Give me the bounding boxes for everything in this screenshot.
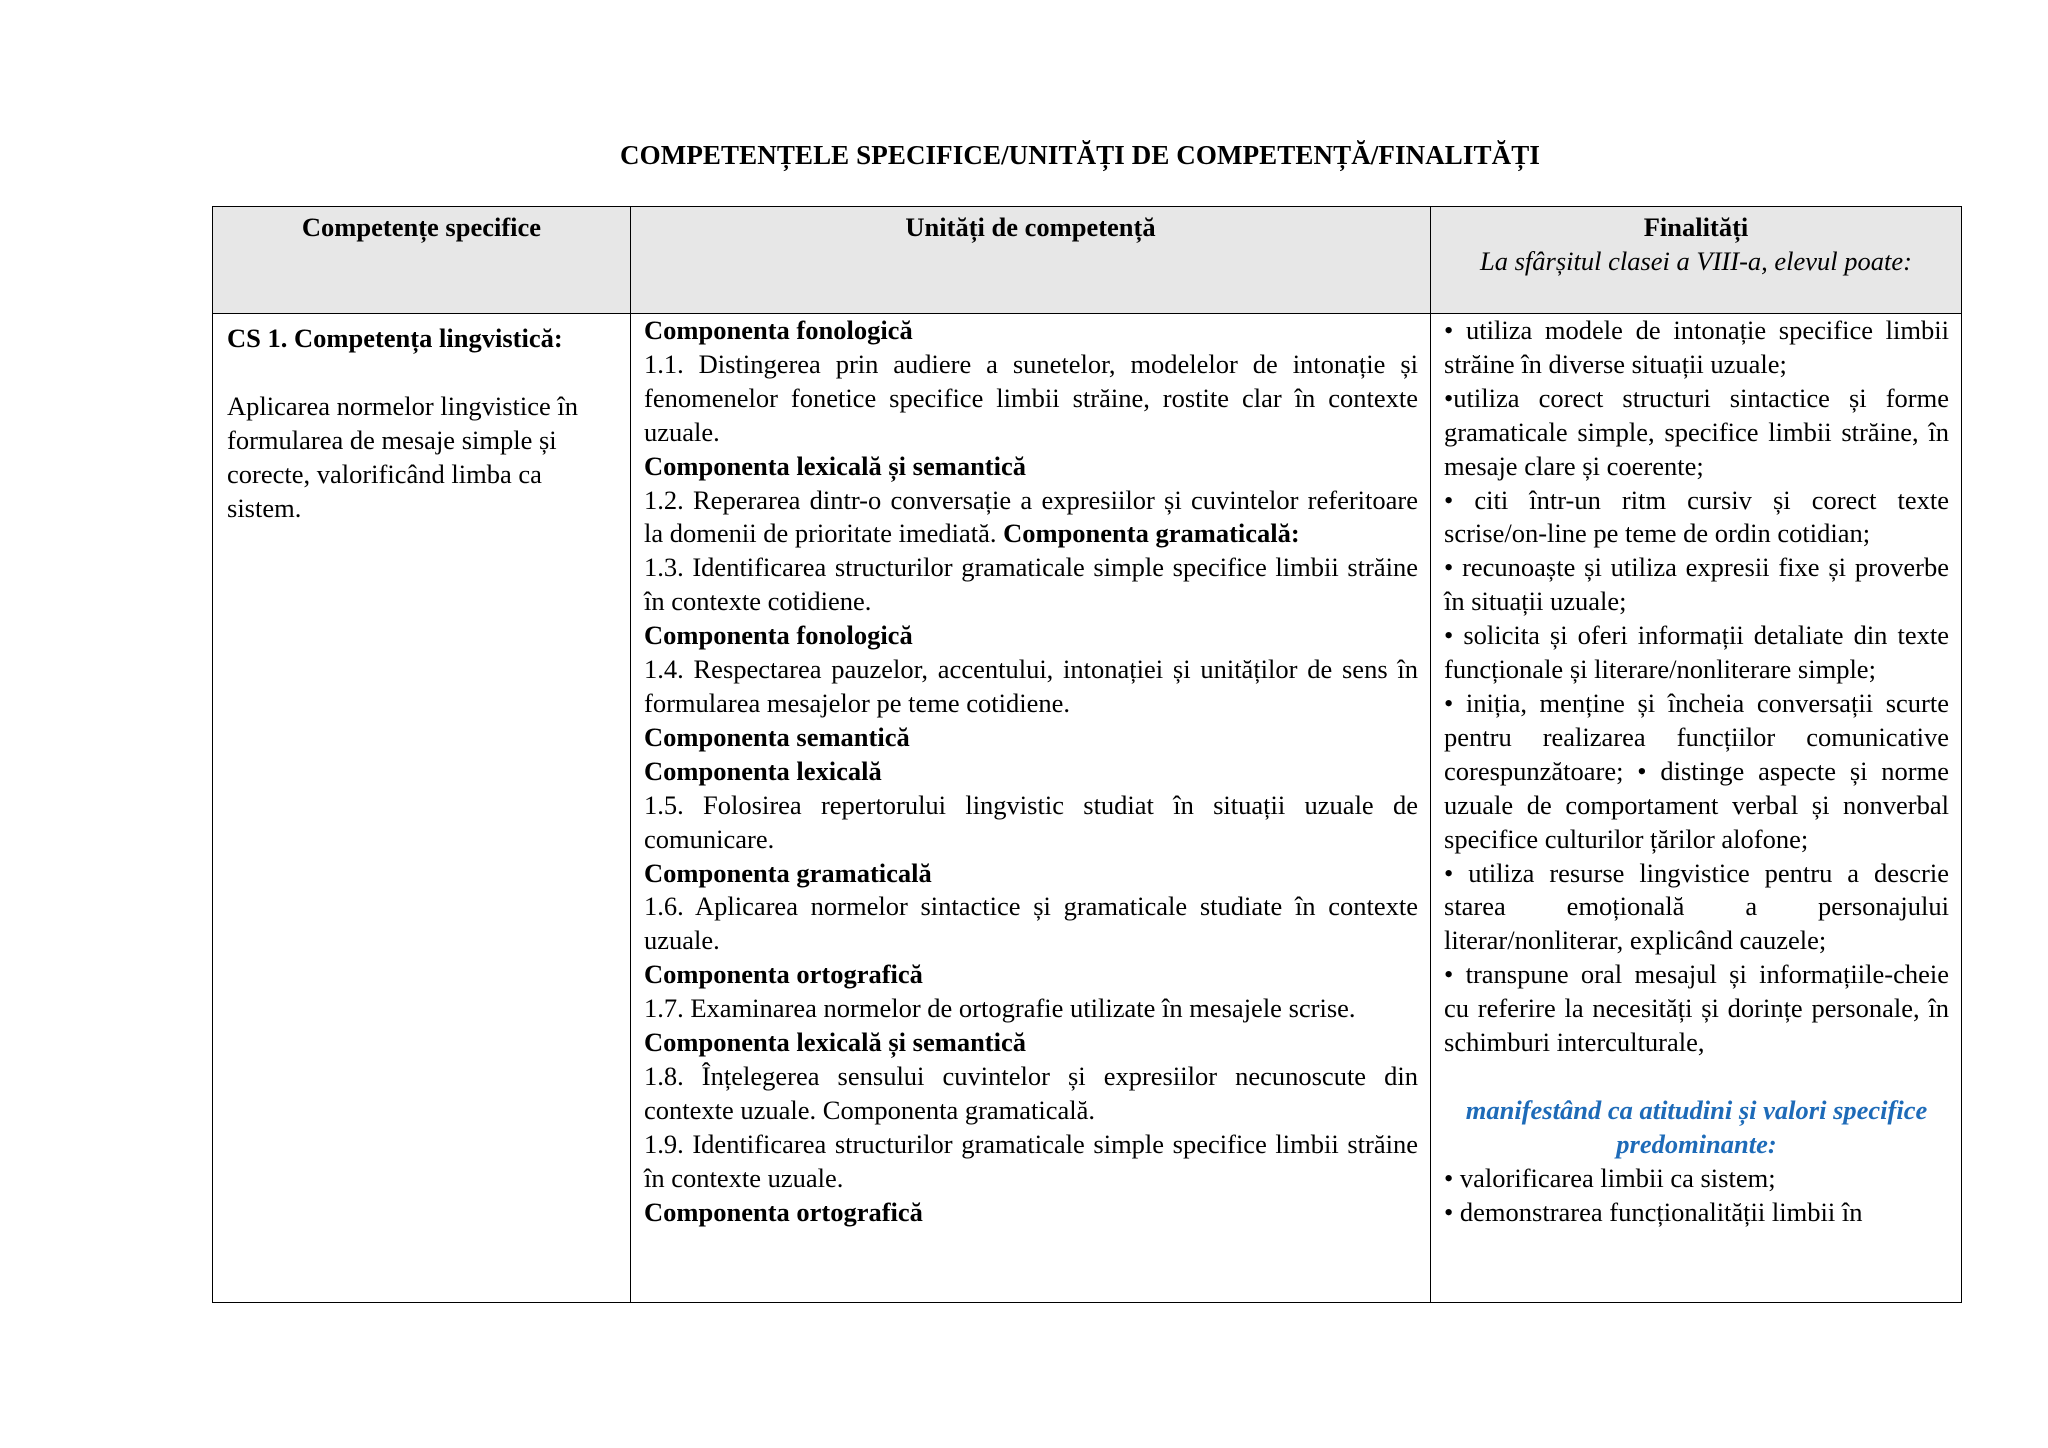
unit-text: 1.7. Examinarea normelor de ortografie utilizate în mesajele scrise.: [644, 993, 1356, 1024]
outcome-item: • citi într-un ritm cursiv și corect texte scrise/on-line pe teme de ordin cotidian;: [1444, 484, 1949, 549]
value-item: • demonstrarea funcționalității limbii în: [1444, 1196, 1863, 1227]
unit-text: 1.8. Înțelegerea sensului cuvintelor și expresiilor necunoscute din contexte uzuale. Componenta gramaticală.: [644, 1060, 1418, 1125]
table-row: [213, 314, 1962, 1303]
unit-heading: Componenta lexicală: [644, 755, 882, 786]
outcome-item: • iniția, menține și încheia conversații scurte pentru realizarea funcțiilor comunicative corespunzătoare; • distinge aspecte și norme uzuale de comportament verbal și nonverbal specifice culturilor țărilor alofone;: [1444, 687, 1949, 854]
outcome-item: • recunoaște și utiliza expresii fixe și proverbe în situații uzuale;: [1444, 552, 1949, 617]
unit-text: 1.3. Identificarea structurilor gramaticale simple specifice limbii străine în contexte cotidiene.: [644, 552, 1418, 617]
header-units-label: Unități de competență: [905, 212, 1156, 242]
outcome-item: • transpune oral mesajul și informațiile-cheie cu referire la necesități și dorințe personale, în schimburi interculturale,: [1444, 959, 1949, 1058]
unit-heading: Componenta fonologică: [644, 315, 913, 345]
unit-heading: Componenta fonologică: [644, 620, 913, 651]
unit-heading: Componenta ortografică: [644, 1196, 923, 1227]
competences-table: [212, 206, 1962, 1303]
outcome-item: • utiliza modele de intonație specifice limbii străine în diverse situații uzuale;: [1444, 315, 1949, 379]
values-heading: manifestând ca atitudini și valori specifice predominante:: [1465, 1094, 1928, 1159]
units-cell: [631, 314, 1431, 1303]
header-outcomes-subtitle: La sfârșitul clasei a VIII-a, elevul poate:: [1479, 245, 1912, 276]
outcome-item: •utiliza corect structuri sintactice și forme gramaticale simple, specifice limbii străine, în mesaje clare și coerente;: [1444, 382, 1949, 481]
competence-description: Aplicarea normelor lingvistice în formularea de mesaje simple și corecte, valorificând limba ca sistem.: [227, 390, 579, 523]
unit-text: 1.9. Identificarea structurilor gramaticale simple specifice limbii străine în contexte uzuale.: [644, 1128, 1418, 1193]
unit-text: 1.4. Respectarea pauzelor, accentului, intonației și unităților de sens în formularea mesajelor pe teme cotidiene.: [644, 654, 1418, 718]
unit-text: 1.2. Reperarea dintr-o conversație a expresiilor și cuvintelor referitoare la domenii de prioritate imediată.: [644, 484, 1418, 549]
table-header-row: [213, 207, 1962, 314]
outcomes-cell: [1431, 314, 1962, 1303]
unit-heading: Componenta gramaticală: [644, 857, 932, 888]
unit-heading: Componenta lexicală și semantică: [644, 450, 1027, 481]
header-units: [631, 207, 1431, 314]
competence-cell: [213, 314, 631, 1303]
unit-heading: Componenta gramaticală:: [1003, 518, 1300, 549]
competence-title: CS 1. Competența lingvistică:: [227, 323, 563, 353]
header-outcomes-label: Finalități: [1643, 212, 1749, 242]
value-item: • valorificarea limbii ca sistem;: [1444, 1162, 1776, 1193]
unit-text: 1.5. Folosirea repertorului lingvistic studiat în situații uzuale de comunicare.: [644, 789, 1418, 854]
outcome-item: • utiliza resurse lingvistice pentru a descrie starea emoțională a personajului literar/nonliterar, explicând cauzele;: [1444, 857, 1949, 956]
unit-text: 1.6. Aplicarea normelor sintactice și gramaticale studiate în contexte uzuale.: [644, 891, 1418, 956]
unit-heading: Componenta ortografică: [644, 959, 923, 990]
outcome-item: • solicita și oferi informații detaliate din texte funcționale și literare/nonliterare simple;: [1444, 620, 1949, 685]
header-outcomes: [1431, 207, 1962, 314]
header-competences: [213, 207, 631, 314]
unit-text: 1.1. Distingerea prin audiere a sunetelor, modelelor de intonație și fenomenelor fonetice specifice limbii străine, rostite clar în contexte uzuale.: [644, 348, 1418, 447]
page-title: COMPETENȚELE SPECIFICE/UNITĂȚI DE COMPETENȚĂ/FINALITĂȚI: [620, 140, 1540, 170]
header-competences-label: Competențe specifice: [301, 212, 542, 242]
unit-heading: Componenta semantică: [644, 721, 910, 752]
unit-heading: Componenta lexicală și semantică: [644, 1027, 1027, 1058]
